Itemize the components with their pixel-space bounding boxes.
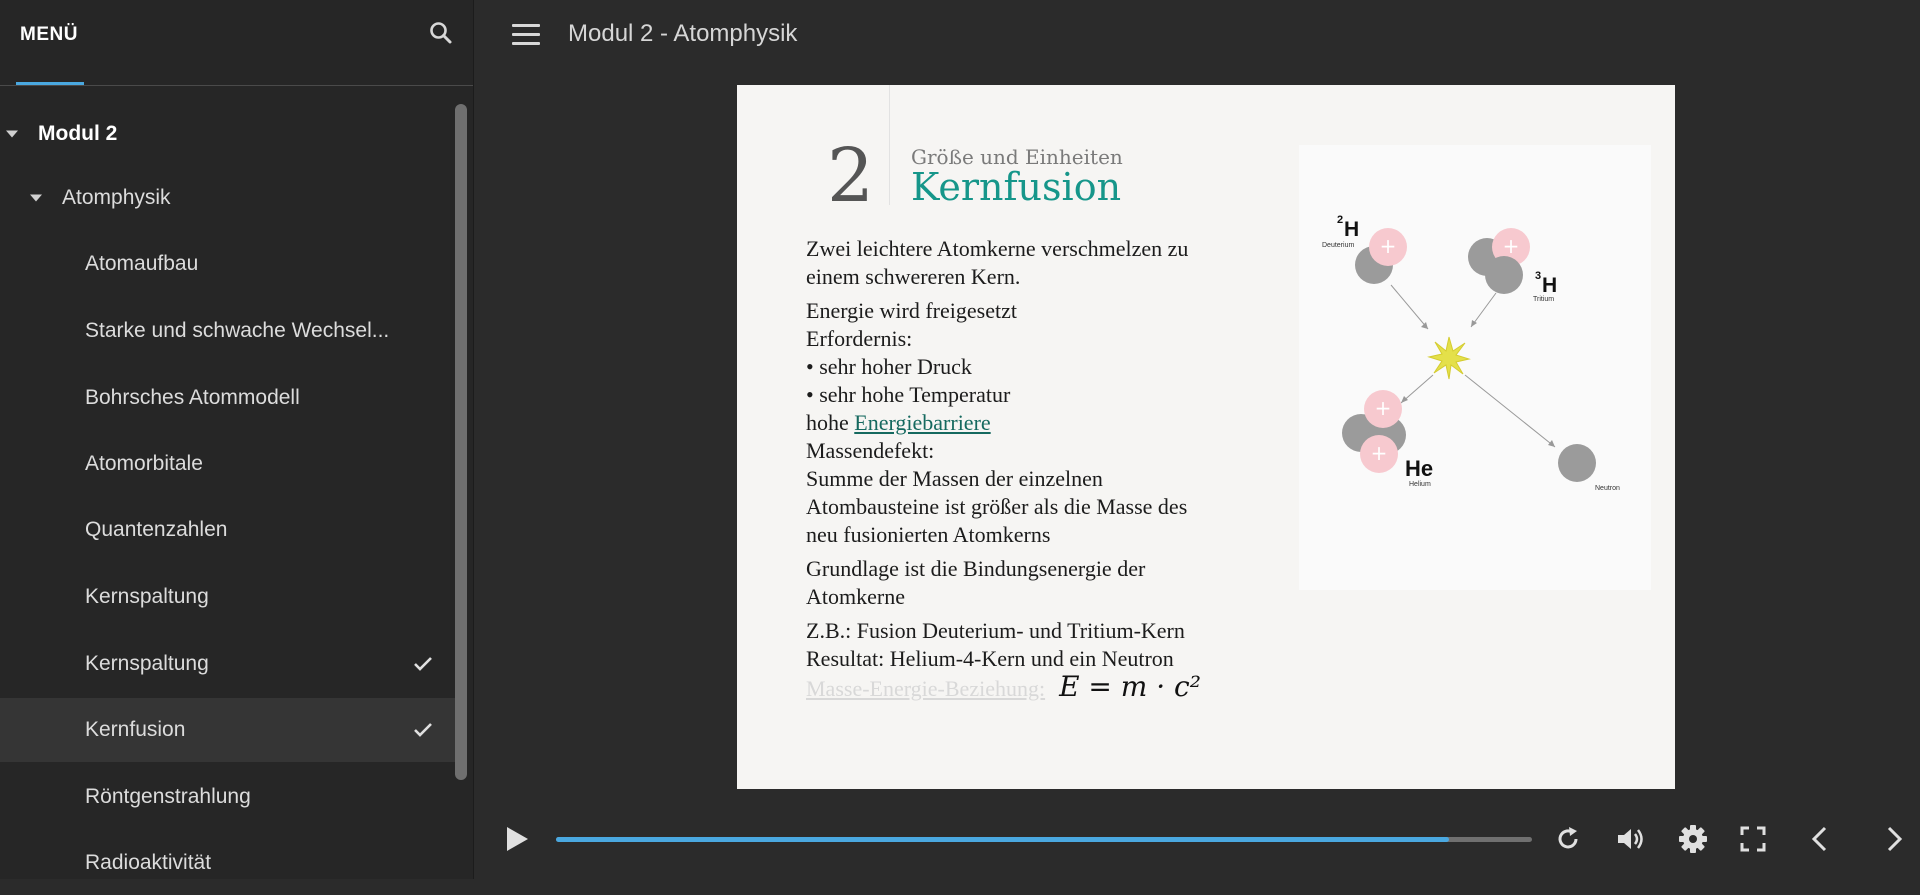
bullet-line: • sehr hoher Druck (806, 354, 972, 379)
gear-icon[interactable] (1678, 824, 1708, 854)
fusion-burst-icon (1429, 337, 1469, 379)
body-line: Energie wird freigesetzt (806, 298, 1017, 323)
sidebar-scrollbar[interactable] (455, 104, 467, 780)
tree-item-wechselwirkung[interactable] (0, 299, 455, 363)
search-icon[interactable] (428, 20, 454, 46)
masse-energie-link[interactable]: Masse-Energie-Beziehung: (806, 676, 1046, 701)
energiebarriere-link[interactable]: Energiebarriere (854, 410, 991, 435)
fullscreen-icon[interactable] (1740, 826, 1766, 852)
player-controls (474, 800, 1920, 879)
play-icon[interactable] (504, 825, 530, 853)
caret-down-icon (6, 131, 18, 138)
body-line: Massendefekt: (806, 438, 935, 463)
body-line (806, 409, 1266, 437)
neutron-particle (1485, 256, 1523, 294)
deuterium-label: Deuterium (1322, 242, 1355, 249)
tree-item-kernspaltung[interactable] (0, 565, 455, 629)
menu-tab-indicator (16, 82, 84, 85)
checkmark-icon (413, 722, 433, 738)
tree-item-label: Radioaktivität (85, 851, 212, 874)
body-line: Zwei leichtere Atomkerne verschmelzen zu (806, 236, 1189, 261)
tree-item-label: Atomorbitale (85, 452, 203, 475)
tree-item-kernfusion[interactable] (0, 698, 455, 762)
slide-title: Kernfusion (911, 165, 1122, 209)
tree-item-kernspaltung-2[interactable] (0, 632, 455, 696)
caret-down-icon (30, 195, 42, 202)
course-title: Modul 2 - Atomphysik (568, 20, 798, 47)
tree-item-bohrsches-atommodell[interactable] (0, 366, 455, 430)
tree-item-label: Kernfusion (85, 718, 186, 741)
replay-icon[interactable] (1554, 825, 1582, 853)
tree-item-label: Atomaufbau (85, 252, 199, 275)
tree-item-label: Kernspaltung (85, 652, 209, 675)
slide-body (806, 235, 1266, 703)
svg-text:+: + (1370, 441, 1388, 465)
deuterium-mass-number: 2 (1337, 214, 1344, 226)
neutron-particle (1558, 444, 1596, 482)
tree-item-label: Kernspaltung (85, 585, 209, 608)
chevron-left-icon[interactable] (1810, 826, 1830, 852)
svg-text:+: + (1374, 396, 1392, 420)
tree-item-label: Starke und schwache Wechsel... (85, 319, 390, 342)
neutron-label: Neutron (1595, 485, 1620, 492)
top-bar (474, 0, 1920, 70)
slide-divider (889, 85, 890, 205)
helium-symbol: He (1405, 456, 1434, 481)
slide-number: 2 (827, 133, 875, 219)
helium-label: Helium (1409, 481, 1431, 488)
tritium-mass-number: 3 (1535, 270, 1542, 282)
body-line: Resultat: Helium-4-Kern und ein Neutron (806, 646, 1174, 671)
tree-item-radioaktivitaet[interactable] (0, 831, 455, 895)
chevron-right-icon[interactable] (1884, 826, 1904, 852)
svg-text:+: + (1379, 234, 1397, 258)
tritium-label: Tritium (1533, 296, 1555, 303)
tree-item-atomphysik[interactable] (0, 166, 455, 230)
bullet-line: • sehr hohe Temperatur (806, 382, 1011, 407)
checkmark-icon (413, 656, 433, 672)
menu-tab[interactable]: MENÜ (20, 24, 78, 45)
body-line: Atomkerne (806, 584, 905, 609)
tree-item-roentgenstrahlung[interactable] (0, 765, 455, 829)
body-line: Erfordernis: (806, 326, 913, 351)
body-text: hohe (806, 410, 855, 435)
body-line: Summe der Massen der einzelnen (806, 466, 1103, 491)
volume-icon[interactable] (1616, 825, 1646, 853)
formula: E = m · c² (1059, 670, 1201, 703)
sidebar (0, 0, 474, 879)
sidebar-header (0, 0, 473, 86)
tree-item-label: Bohrsches Atommodell (85, 386, 300, 409)
fusion-diagram (1299, 145, 1651, 590)
deuterium-symbol: H (1344, 218, 1360, 241)
tritium-symbol: H (1542, 274, 1558, 297)
tree-item-label: Quantenzahlen (85, 518, 228, 541)
slide (737, 85, 1675, 789)
progress-bar-fill (556, 837, 1449, 842)
svg-text:+: + (1502, 234, 1520, 258)
body-line: einem schwereren Kern. (806, 264, 1021, 289)
tree-item-label: Röntgenstrahlung (85, 785, 251, 808)
tree-item-modul-2[interactable] (0, 102, 455, 166)
body-line (806, 670, 1266, 703)
body-line: neu fusionierten Atomkerns (806, 522, 1051, 547)
body-line: Grundlage ist die Bindungsenergie der (806, 556, 1146, 581)
tree-item-label: Modul 2 (38, 122, 118, 145)
body-line: Atombausteine ist größer als die Masse des (806, 494, 1188, 519)
progress-bar[interactable] (556, 837, 1532, 842)
tree-item-atomaufbau[interactable] (0, 232, 455, 296)
slide-subtitle: Größe und Einheiten (911, 145, 1123, 169)
tree-item-label: Atomphysik (62, 186, 171, 209)
tree-item-quantenzahlen[interactable] (0, 498, 455, 562)
tree-item-atomorbitale[interactable] (0, 432, 455, 496)
hamburger-menu-icon[interactable] (512, 24, 540, 46)
body-line: Z.B.: Fusion Deuterium- und Tritium-Kern (806, 618, 1185, 643)
